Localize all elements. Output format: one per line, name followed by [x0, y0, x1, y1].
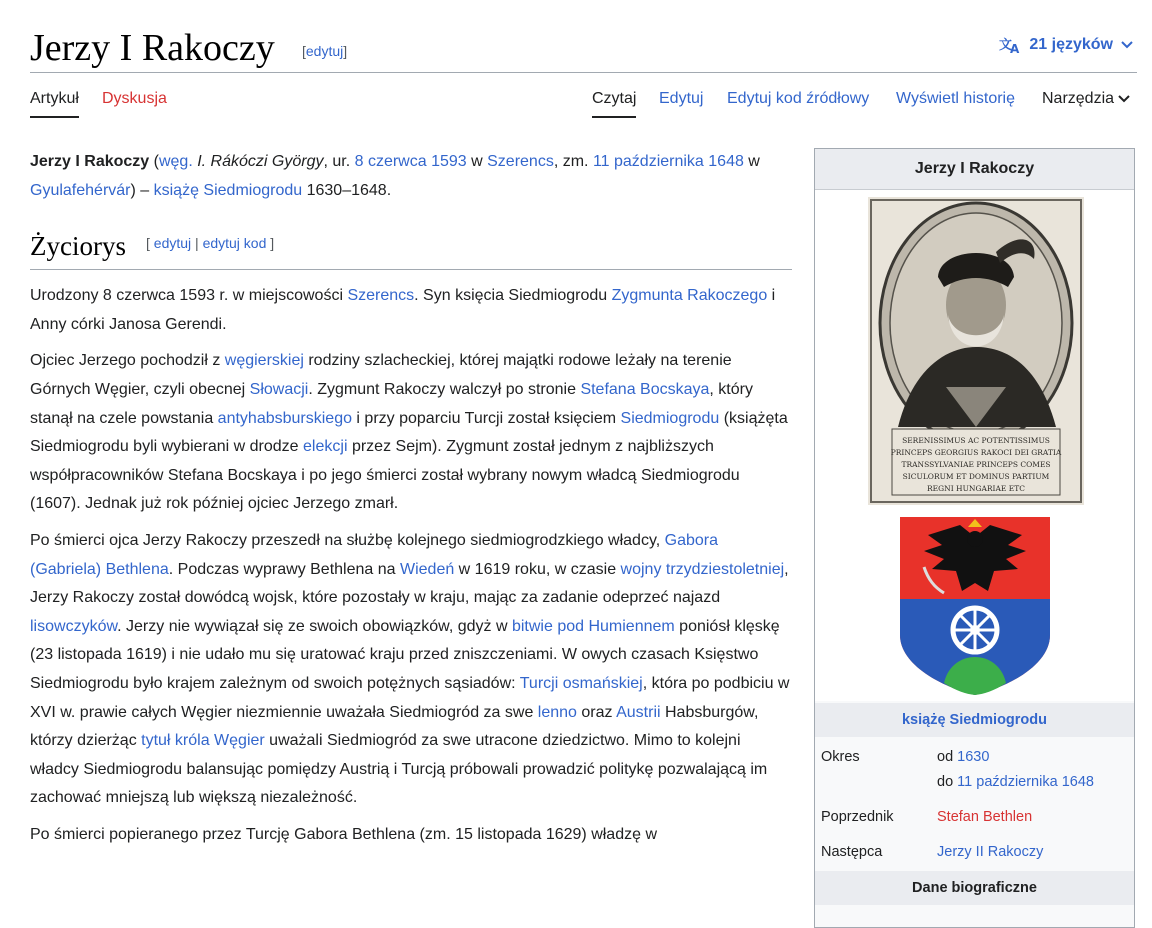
infobox-coat-of-arms-cell [815, 511, 1134, 701]
link-death-date[interactable]: 11 października 1648 [592, 153, 744, 170]
inline-link[interactable]: tytuł króla Węgier [141, 732, 265, 750]
title-edit-link[interactable]: edytuj [305, 43, 344, 59]
section-edit-code-link[interactable]: edytuj kod [202, 235, 267, 252]
period-from-link[interactable]: 1630 [957, 749, 990, 765]
tab-article[interactable]: Artykuł [30, 88, 79, 118]
portrait-image[interactable] [868, 197, 1084, 505]
native-name: I. Rákóczi György [197, 153, 324, 170]
coat-of-arms-image[interactable] [898, 515, 1052, 697]
svg-text:A: A [1010, 42, 1020, 54]
tab-read[interactable]: Czytaj [592, 88, 636, 118]
infobox-portrait-cell [815, 189, 1134, 513]
link-language[interactable]: węg. [158, 153, 193, 170]
inline-link[interactable]: wojny trzydziestoletniej [620, 560, 785, 578]
tab-edit-source[interactable]: Edytuj kod źródłowy [727, 90, 870, 107]
infobox-row-predecessor [815, 805, 1134, 830]
languages-button[interactable] [999, 36, 1133, 54]
successor-label: Następca [821, 844, 883, 860]
inline-link[interactable]: antyhabsburskiego [217, 409, 352, 427]
chevron-down-icon [1118, 95, 1130, 103]
inline-link[interactable]: Wiedeń [399, 560, 455, 578]
article-body [30, 148, 792, 857]
title-divider [30, 72, 1137, 73]
inline-link[interactable]: Słowacji [249, 380, 309, 398]
infobox-title: Jerzy I Rakoczy [815, 149, 1134, 189]
inline-link[interactable]: Turcji osmańskiej [519, 674, 643, 692]
inline-link[interactable]: Zygmunta Rakoczego [611, 287, 768, 305]
paragraph: Po śmierci popieranego przez Turcję Gabora Bethlena (zm. 15 listopada 1629) władzę w [30, 825, 657, 843]
inline-link[interactable]: węgierskiej [224, 352, 304, 370]
languages-label: 21 języków [1029, 36, 1113, 53]
infobox-office-link[interactable]: książę Siedmiogrodu [815, 703, 1134, 737]
tab-edit[interactable]: Edytuj [659, 90, 704, 107]
link-office[interactable]: książę Siedmiogrodu [153, 181, 303, 199]
period-value: od 1630 do 11 października 1648 [937, 749, 1094, 790]
section-heading [30, 227, 792, 270]
section-edit-links: [ edytuj | edytuj kod ] [146, 235, 275, 252]
link-deathplace[interactable]: Gyulafehérvár [30, 181, 131, 199]
svg-text:文: 文 [999, 38, 1013, 53]
period-label: Okres [821, 749, 860, 765]
inline-link[interactable]: bitwie pod Humiennem [511, 617, 675, 635]
tab-discussion[interactable]: Dyskusja [102, 90, 167, 107]
infobox-row-period [815, 745, 1134, 799]
link-birth-date[interactable]: 8 czerwca 1593 [354, 153, 467, 170]
paragraph: Po śmierci ojca Jerzy Rakoczy przeszedł na służbę kolejnego siedmiogrodzkiego władcy, Gabora (Gabriela) Bethlena. Podczas wyprawy Bethlena na Wiedeń w 1619 roku, w czasie wojny trzydziestoletniej, Jerzy Rakoczy został dowódcą wojsk, które pozostały w kraju, mając za zadanie odeprzeć najazd lisowczyków. Jerzy nie wywiązał się ze swoich obowiązków, gdyż w bitwie pod Humiennem poniósł klęskę (23 listopada 1619) i nie udało mu się uratować kraju przed zniszczeniami. W owych czasach Księstwo Siedmiogrodu było krajem zależnym od swoich potężnych sąsiadów: Turcji osmańskiej, która po podbiciu w XVI w. prawie całych Węgier niezmiennie uważała Siedmiogród za swe lenno oraz Austrii Habsburgów, którzy dzierżąc tytuł króla Węgier uważali Siedmiogród za swe utracone dziedzictwo. Mimo to kolejni władcy Siedmiogrodu balansując pomiędzy Austrią i Turcją próbowali prowadzić politykę pozwalającą im zachować mniejszą lub większą niezależność. [30, 531, 790, 807]
tab-tools[interactable] [1042, 88, 1130, 116]
tab-history[interactable]: Wyświetl historię [896, 90, 1015, 107]
portrait-inscription-line: SERENISSIMUS AC POTENTISSIMUS [902, 436, 1050, 445]
page-tabs [30, 84, 1137, 118]
portrait-inscription-line: SICULORUM ET DOMINUS PARTIUM [902, 472, 1050, 481]
translate-icon [999, 36, 1021, 54]
section-title: Życiorys [30, 231, 126, 262]
inline-link[interactable]: Szerencs [347, 287, 415, 305]
portrait-inscription-line: TRANSSYLVANIAE PRINCEPS COMES [901, 460, 1051, 469]
title-edit-link-wrapper: [edytuj] [302, 43, 348, 59]
period-to-link[interactable]: 11 października 1648 [957, 774, 1094, 790]
inline-link[interactable]: Siedmiogrodu [620, 409, 720, 427]
predecessor-label: Poprzednik [821, 809, 894, 825]
infobox [814, 148, 1135, 928]
link-birthplace[interactable]: Szerencs [487, 153, 554, 170]
page-header [30, 18, 1137, 70]
infobox-bio-header: Dane biograficzne [815, 871, 1134, 905]
inline-link[interactable]: Stefana Bocskaya [580, 380, 710, 398]
predecessor-link[interactable]: Stefan Bethlen [937, 809, 1033, 825]
page-title: Jerzy I Rakoczy [30, 27, 275, 69]
paragraph: Ojciec Jerzego pochodził z węgierskiej rodziny szlacheckiej, której majątki rodowe leżały na terenie Górnych Węgier, czyli obecnej Słowacji. Zygmunt Rakoczy walczył po stronie Stefana Bocskaya, który stanął na czele powstania antyhabsburskiego i przy poparciu Turcji został księciem Siedmiogrodu (książęta Siedmiogrodu byli wybierani w drodze elekcji przez Sejm). Zygmunt został jednym z najbliższych współpracowników Stefana Bocskaya i po jego śmierci został wybrany nowym władcą Siedmiogrodu (1607). Jednak już rok później ojciec Jerzego zmarł. [30, 352, 788, 513]
section-edit-link[interactable]: edytuj [153, 235, 192, 252]
lead-paragraph: Jerzy I Rakoczy (węg. I. Rákóczi György, ur. 8 czerwca 1593 w Szerencs, zm. 11 października 1648 w Gyulafehérvár) – książę Siedmiogrodu 1630–1648. [30, 153, 760, 199]
chevron-down-icon [1121, 41, 1133, 49]
portrait-inscription-line: PRINCEPS GEORGIUS RAKOCI DEI GRATIA [890, 448, 1062, 457]
tools-label: Narzędzia [1042, 90, 1115, 107]
lead-subject: Jerzy I Rakoczy [30, 153, 150, 170]
inline-link[interactable]: Austrii [616, 703, 661, 721]
infobox-row-successor [815, 840, 1134, 865]
paragraph: Urodzony 8 czerwca 1593 r. w miejscowości Szerencs. Syn księcia Siedmiogrodu Zygmunta Rakoczego i Anny córki Janosa Gerendi. [30, 287, 776, 333]
portrait-inscription-line: REGNI HUNGARIAE ETC [927, 484, 1025, 493]
inline-link[interactable]: lisowczyków [30, 617, 118, 635]
inline-link[interactable]: Gabora (Gabriela) Bethlena [30, 531, 719, 578]
inline-link[interactable]: elekcji [303, 438, 348, 456]
inline-link[interactable]: lenno [537, 703, 577, 721]
successor-link[interactable]: Jerzy II Rakoczy [937, 844, 1044, 860]
